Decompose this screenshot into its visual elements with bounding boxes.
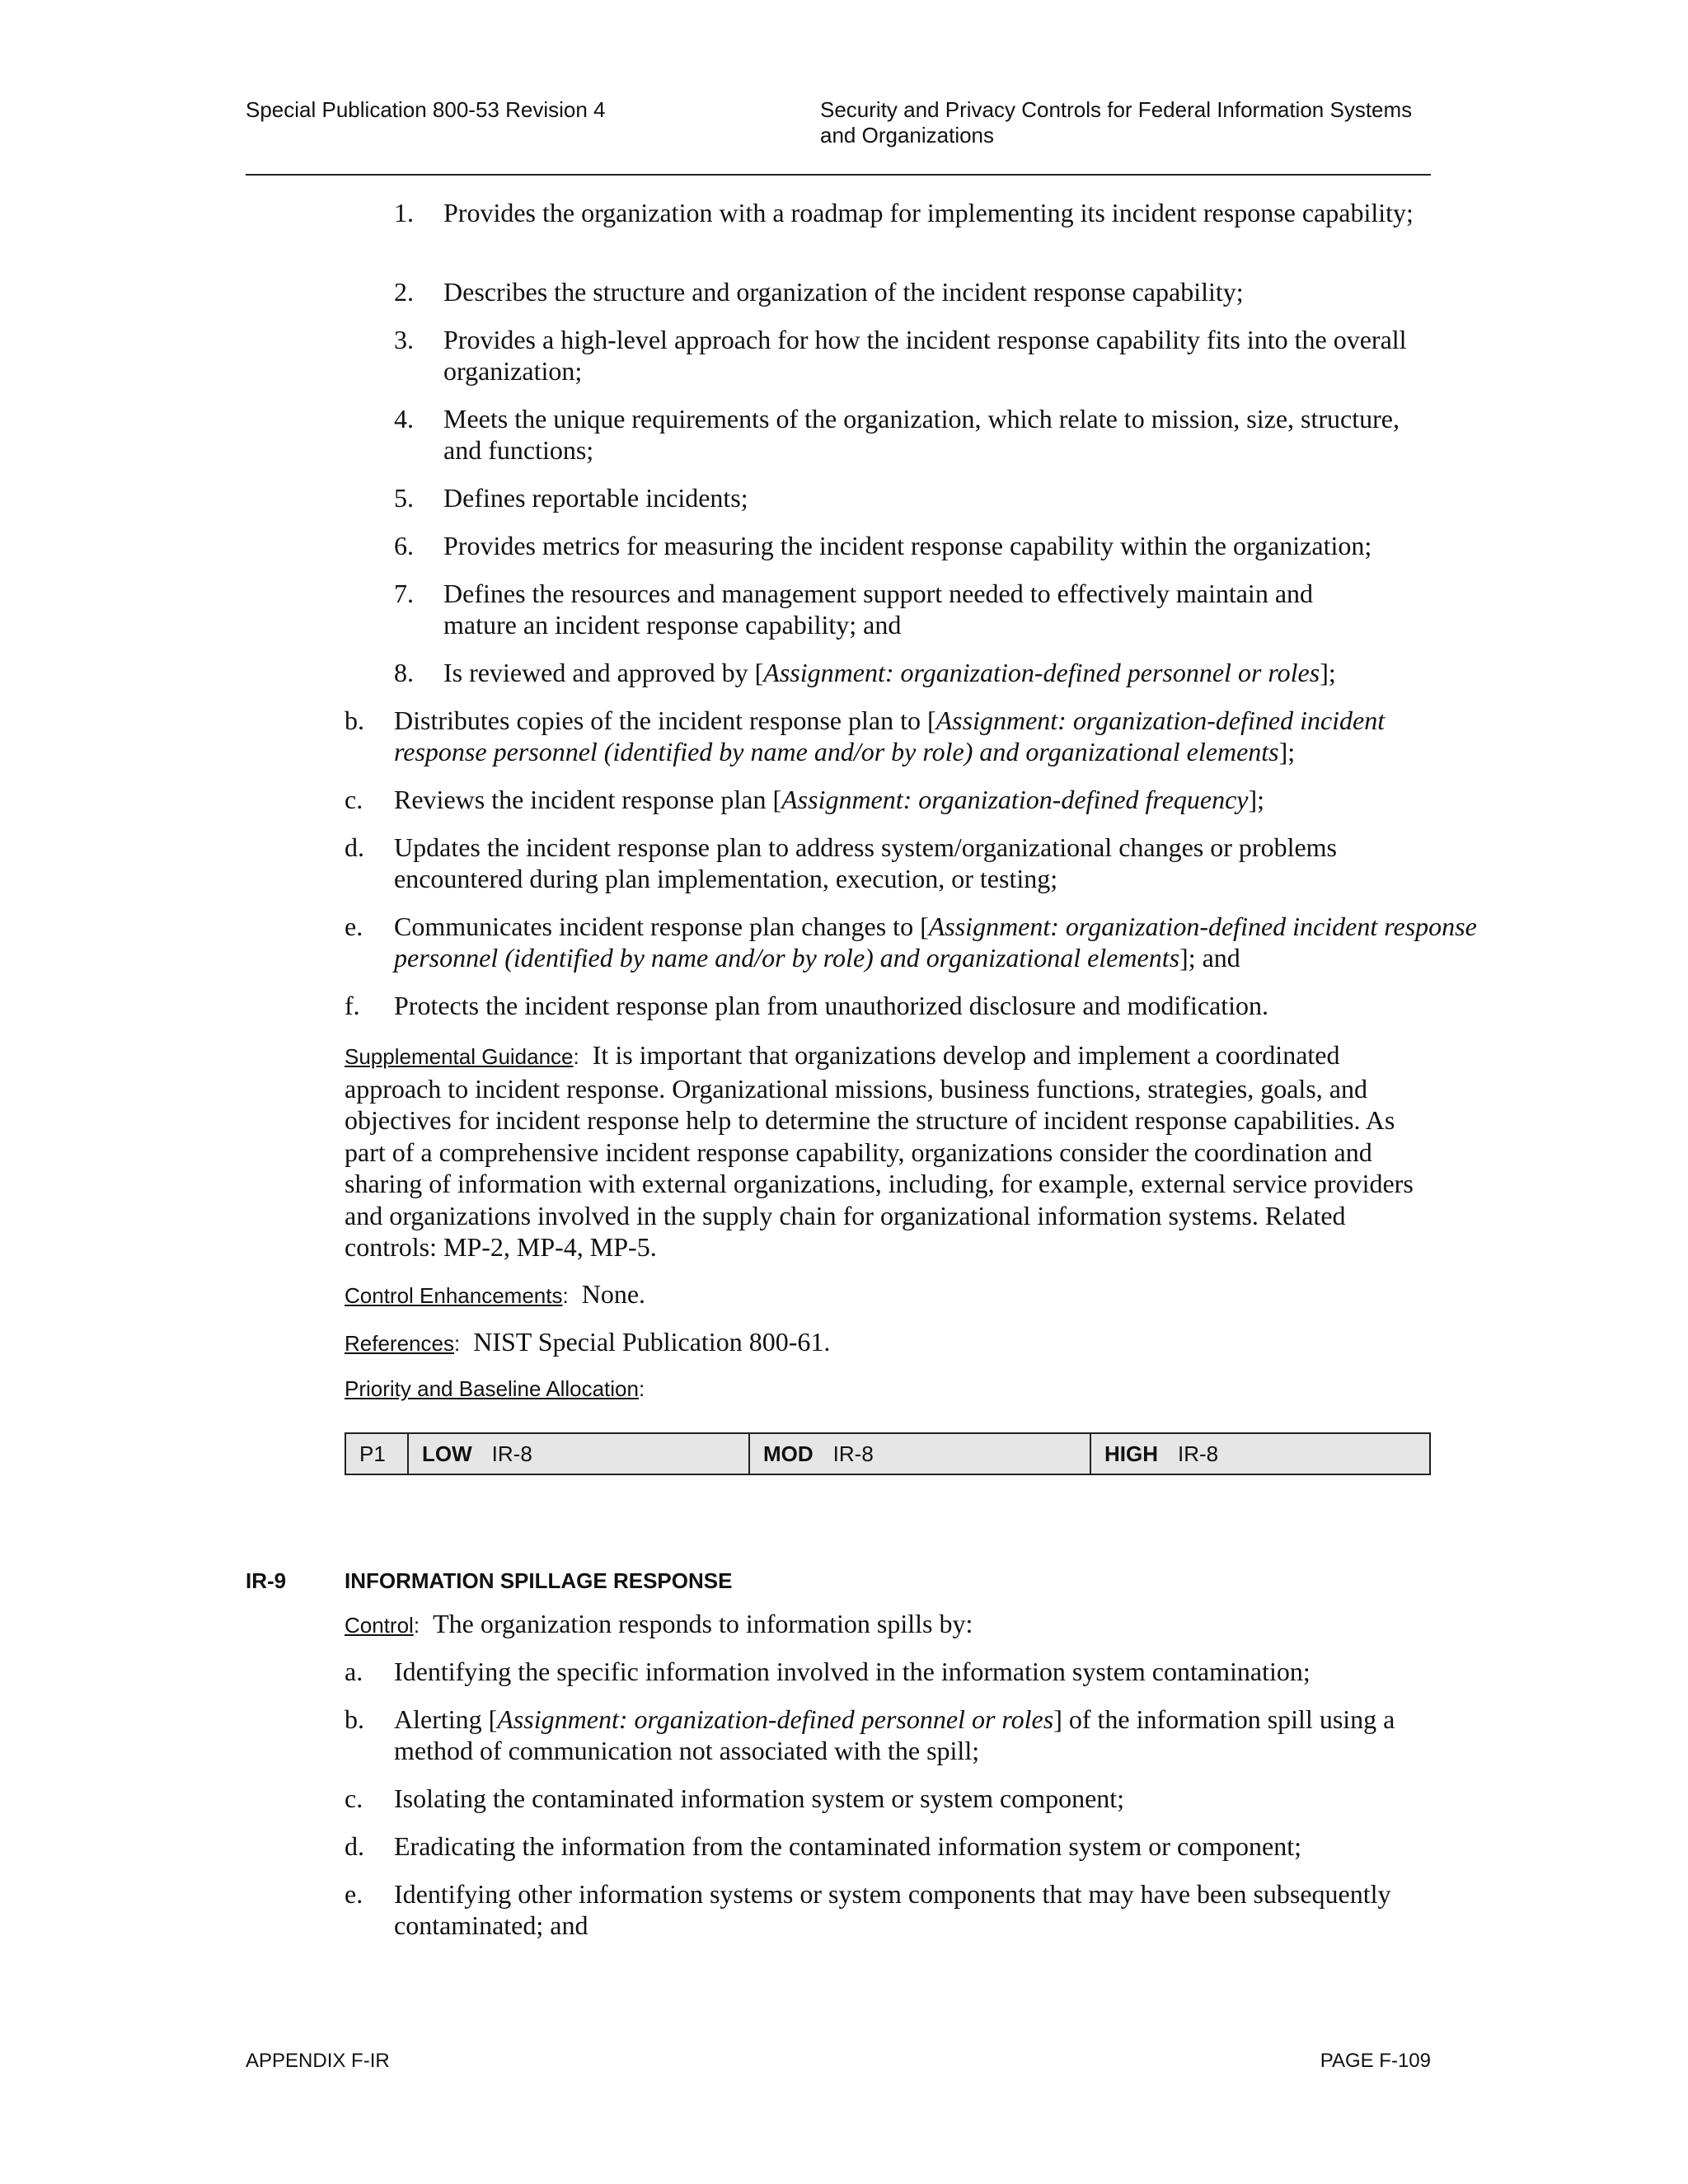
control-enhancements-text: None. xyxy=(581,1279,646,1309)
footer-page-number: PAGE F-109 xyxy=(1320,2050,1431,2072)
control-enhancements-label: Control Enhancements xyxy=(345,1283,563,1308)
item-text: Provides the organization with a roadmap for implementing its incident response capability; xyxy=(443,198,1414,227)
item-letter: b. xyxy=(345,1704,364,1734)
item-number: 4. xyxy=(394,404,414,434)
references-label: References xyxy=(345,1331,454,1356)
assignment-italic: Assignment: organization-defined personnel or roles xyxy=(763,658,1320,687)
item-text: Updates the incident response plan to address system/organizational changes or problems encountered during plan implementation, execution, or testing; xyxy=(394,832,1337,893)
item-text: Identifying other information systems or system components that may have been subsequently contaminated; and xyxy=(394,1879,1391,1940)
item-text: Eradicating the information from the contaminated information system or component; xyxy=(394,1831,1302,1861)
item-text: Defines reportable incidents; xyxy=(443,483,748,513)
priority-allocation: Priority and Baseline Allocation: xyxy=(345,1376,645,1401)
item-letter: f. xyxy=(345,991,360,1020)
item-letter: c. xyxy=(345,785,363,814)
item-letter: c. xyxy=(345,1783,363,1813)
control-statement: Control: The organization responds to information spills by: xyxy=(345,1609,973,1638)
header-title-line1: Security and Privacy Controls for Federal Information Systems xyxy=(820,97,1413,122)
item-number: 6. xyxy=(394,531,414,560)
low-baseline-cell: LOW IR-8 xyxy=(409,1434,750,1474)
references: References: NIST Special Publication 800-61. xyxy=(345,1327,831,1357)
item-number: 3. xyxy=(394,325,414,354)
assignment-italic: Assignment: organization-defined personnel or roles xyxy=(497,1704,1054,1734)
item-letter: b. xyxy=(345,705,364,735)
control-enhancements: Control Enhancements: None. xyxy=(345,1279,646,1309)
assignment-italic: Assignment: organization-defined frequency xyxy=(781,785,1249,814)
header-divider xyxy=(246,174,1431,176)
header-title-line2: and Organizations xyxy=(820,123,995,148)
item-text: Isolating the contaminated information system or system component; xyxy=(394,1783,1125,1813)
item-text: Describes the structure and organization of the incident response capability; xyxy=(443,277,1244,307)
header-publication: Special Publication 800-53 Revision 4 xyxy=(246,97,606,122)
item-number: 2. xyxy=(394,277,414,307)
item-number: 8. xyxy=(394,658,414,687)
assignment-italic: Assignment: organization-defined incident response personnel (identified by name and/or by role) and organizational elements xyxy=(394,912,1477,972)
item-text: Defines the resources and management support needed to effectively maintain and mature an incident response capability; and xyxy=(443,579,1314,640)
footer-appendix: APPENDIX F-IR xyxy=(246,2050,390,2072)
priority-cell: P1 xyxy=(346,1434,409,1474)
item-text: Is reviewed and approved by [Assignment: organization-defined personnel or roles]; xyxy=(443,658,1336,687)
priority-allocation-label: Priority and Baseline Allocation xyxy=(345,1376,639,1401)
control-label: Control xyxy=(345,1613,414,1638)
section-title: INFORMATION SPILLAGE RESPONSE xyxy=(345,1568,733,1593)
item-text: Meets the unique requirements of the organization, which relate to mission, size, structure, and functions; xyxy=(443,404,1400,465)
item-text: Alerting [Assignment: organization-defined personnel or roles] of the information spill using a method of communication not associated with the spill; xyxy=(394,1704,1395,1765)
item-text: Protects the incident response plan from unauthorized disclosure and modification. xyxy=(394,991,1269,1020)
mod-baseline-cell: MOD IR-8 xyxy=(750,1434,1091,1474)
references-text: NIST Special Publication 800-61. xyxy=(473,1327,831,1357)
header-title xyxy=(820,97,1447,148)
high-baseline-cell: HIGH IR-8 xyxy=(1104,1441,1219,1466)
priority-table xyxy=(345,1432,1431,1475)
item-letter: d. xyxy=(345,1831,364,1861)
control-text: The organization responds to information spills by: xyxy=(433,1609,973,1638)
supplemental-guidance-text: It is important that organizations develop and implement a coordinated approach to incident response. Organizational missions, business functions, strategies, goals, and objectives for incident response help to determine the structure of incident response capabilities. As part of a comprehensive incident response capability, organizations consider the coordination and sharing of information with external organizations, including, for example, external service providers and organizations involved in the supply chain for organizational information systems. Related controls: MP-2, MP-4, MP-5. xyxy=(345,1040,1414,1262)
supplemental-guidance-label: Supplemental Guidance xyxy=(345,1044,574,1069)
item-text: Reviews the incident response plan [Assignment: organization-defined frequency]; xyxy=(394,785,1265,814)
item-letter: e. xyxy=(345,1879,363,1909)
item-letter: a. xyxy=(345,1657,363,1686)
supplemental-guidance: Supplemental Guidance: It is important that organizations develop and implement a coordinated approach to incident response. Organizational missions, business functions, strategies, goals, and objectives for incident response help to determine the structure of incident response capabilities. As part of a comprehensive incident response capability, organizations consider the coordination and sharing of information with external organizations, including, for example, external service providers and organizations involved in the supply chain for organizational information systems. Related controls: MP-2, MP-4, MP-5. xyxy=(345,1040,1414,1262)
item-letter: d. xyxy=(345,832,364,862)
item-number: 7. xyxy=(394,579,414,608)
section-id: IR-9 xyxy=(246,1568,287,1593)
item-text: Provides metrics for measuring the incident response capability within the organization; xyxy=(443,531,1372,560)
item-number: 1. xyxy=(394,198,414,227)
item-letter: e. xyxy=(345,912,363,941)
item-text: Identifying the specific information involved in the information system contamination; xyxy=(394,1657,1311,1686)
assignment-italic: Assignment: organization-defined incident response personnel (identified by name and/or by role) and organizational elements xyxy=(394,705,1386,766)
item-text: Communicates incident response plan changes to [Assignment: organization-defined incident response personnel (identified by name and/or by role) and organizational elements]; and xyxy=(394,912,1477,972)
item-text: Provides a high-level approach for how the incident response capability fits into the overall organization; xyxy=(443,325,1407,386)
item-text: Distributes copies of the incident response plan to [Assignment: organization-defined incident response personnel (identified by name and/or by role) and organizational elements]; xyxy=(394,705,1386,766)
item-number: 5. xyxy=(394,483,414,513)
